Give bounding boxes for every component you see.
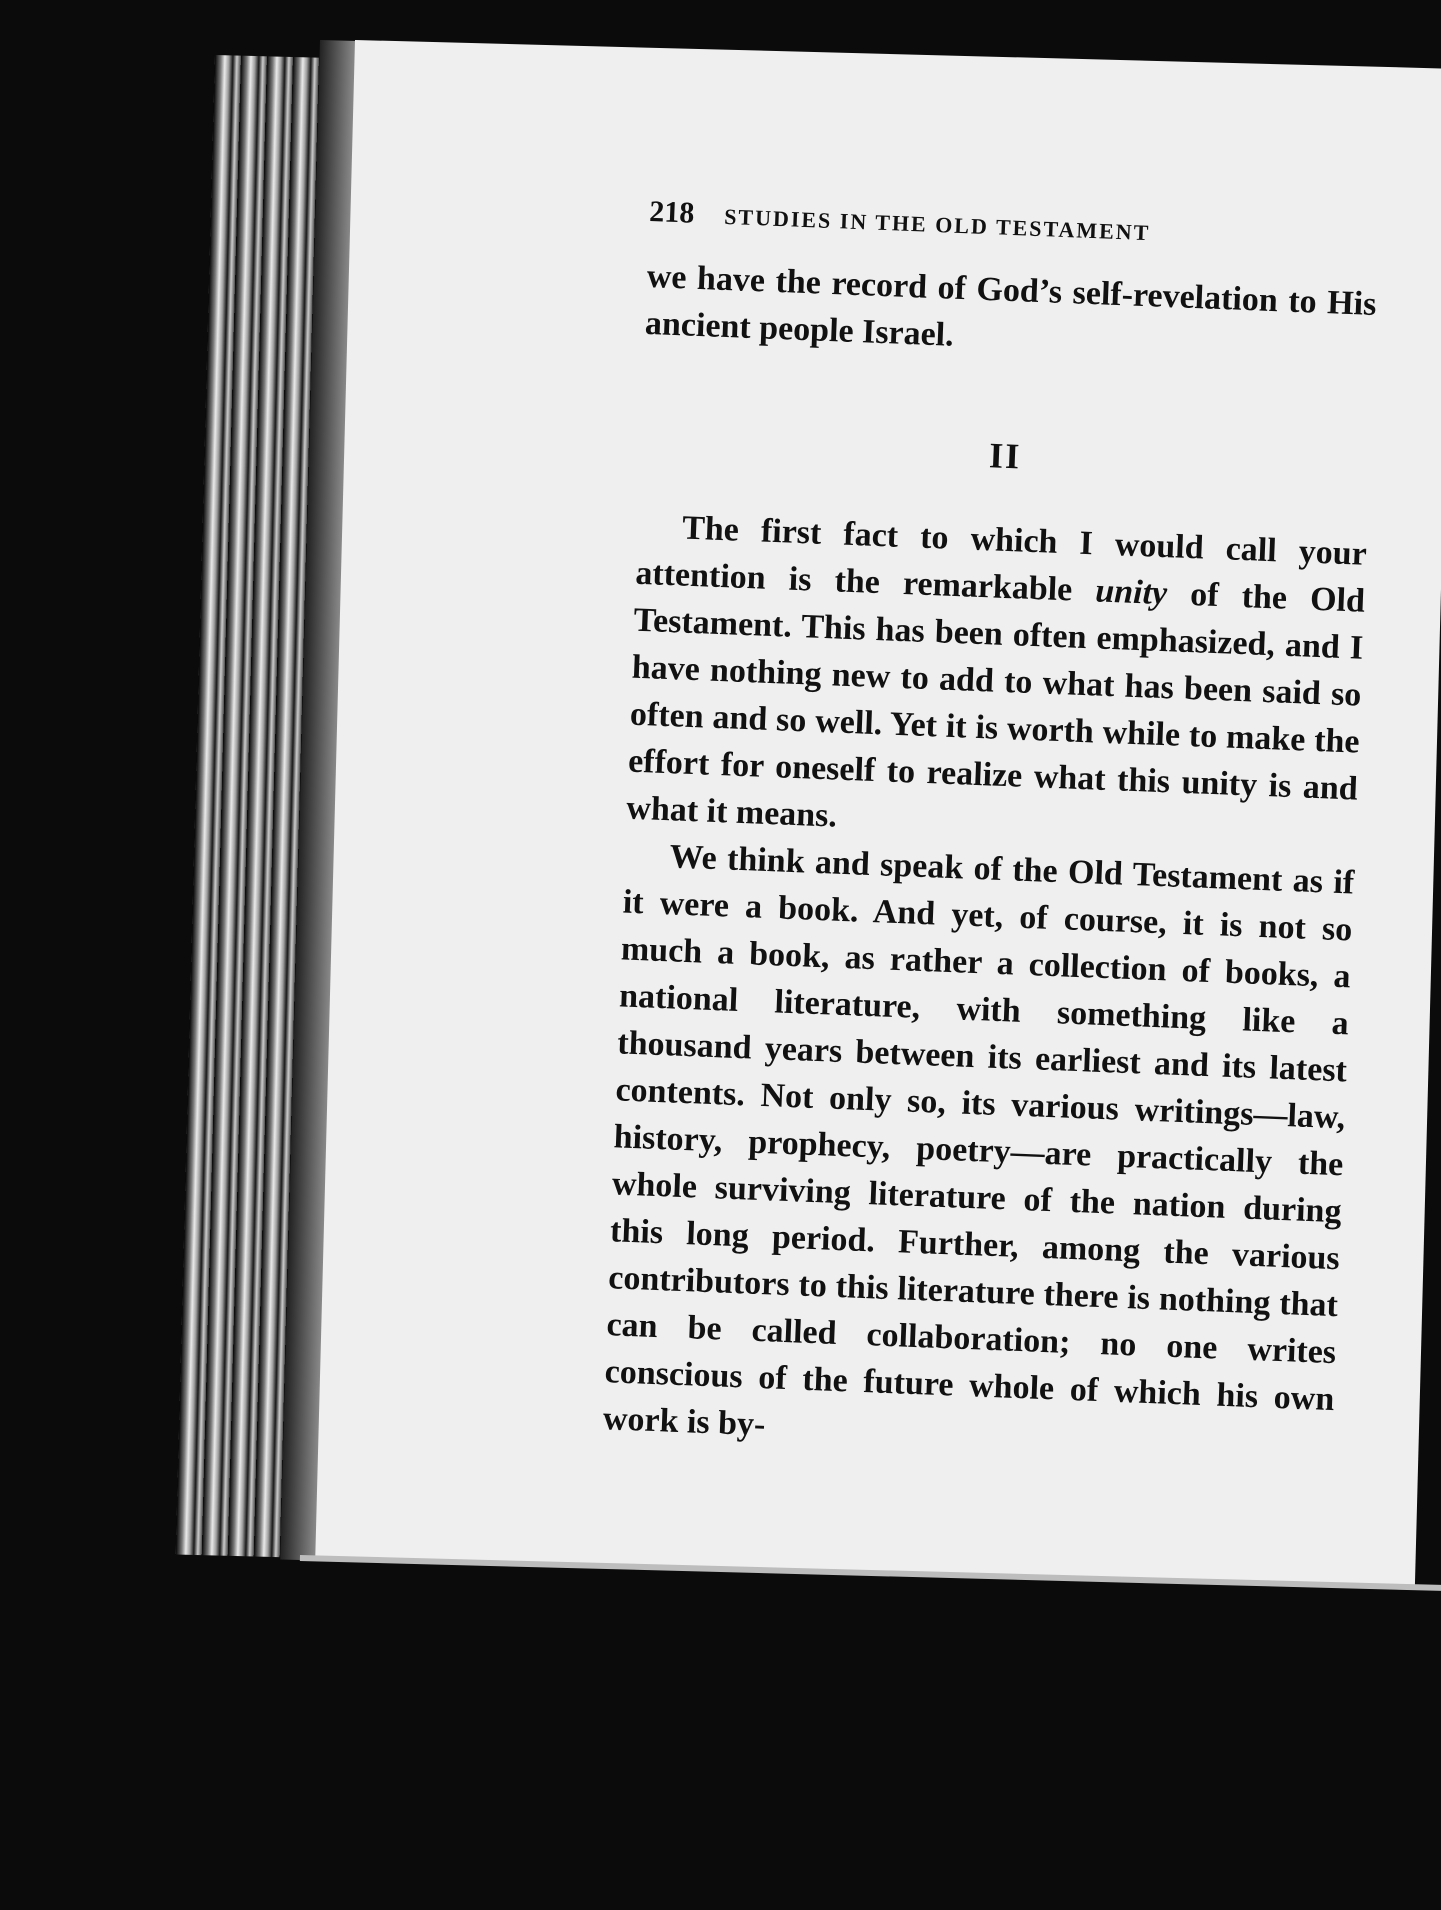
paragraph-1-end: of the Old Testament. This has been often emphasized, and I have nothing new to add to what has been said so often and so well. Yet it is worth while to make the effort for oneself to realize what this unity is and what it means. (625, 575, 1366, 835)
paragraph-2: We think and speak of the Old Testament as if it were a book. And yet, of course, it is not so much a book, as rather a collection of books, a national literature, with something like a thousand years between its earliest and its latest contents. Not only so, its various writings—law, history, prophecy, poetry—are practically the whole surviving literature of the nation during this long period. Further, among the various contributors to this literature there is nothing that can be called collaboration; no one writes conscious of the future whole of which his own work is by- (602, 838, 1355, 1444)
running-title: STUDIES IN THE OLD TESTAMENT (723, 203, 1151, 246)
paragraph-1 (626, 503, 1368, 860)
text-block (602, 195, 1379, 1470)
opening-paragraph: we have the record of God’s self-revelation to His ancient people Israel. (644, 257, 1378, 354)
paragraph-1-emphasis: unity (1094, 572, 1168, 613)
paragraph-1-start: The first fact to which I would call your attention is the remarkable (634, 509, 1368, 610)
section-numeral: II (988, 435, 1023, 477)
page-number: 218 (648, 195, 695, 230)
